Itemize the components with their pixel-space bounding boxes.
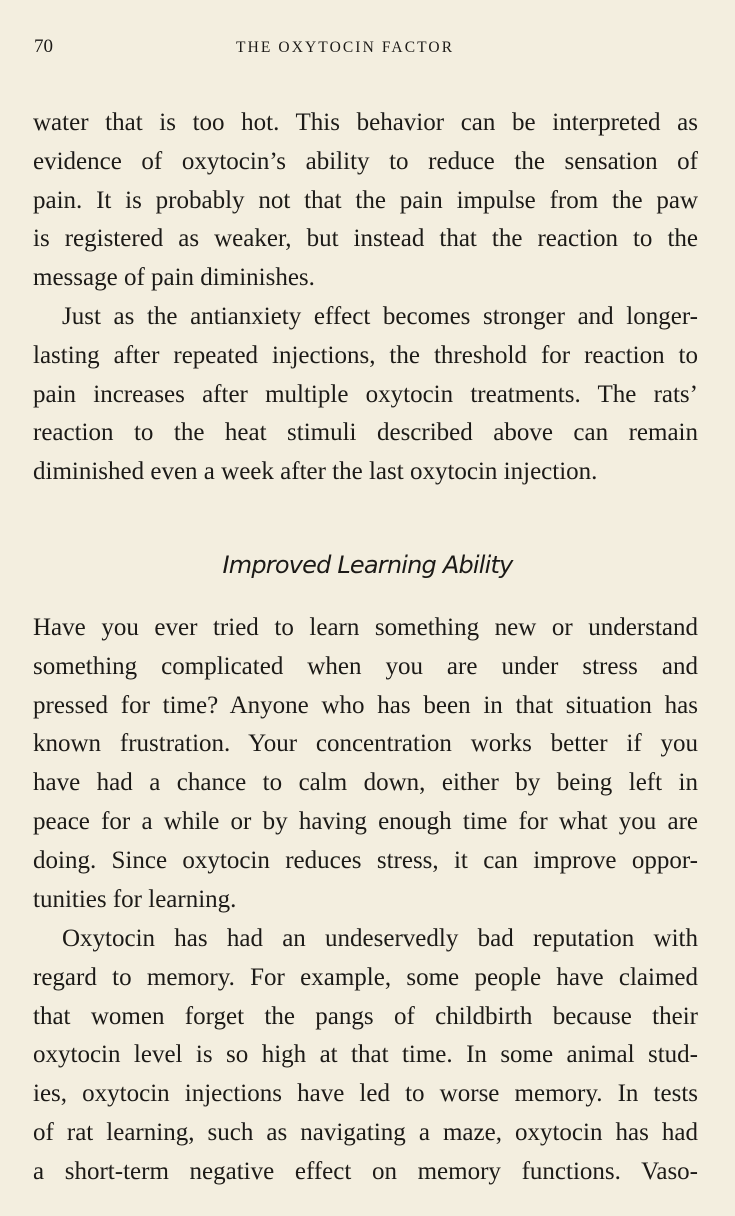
text-line: regard to memory. For example, some people have claimed [33, 963, 698, 991]
text-line: is registered as weaker, but instead that the reaction to the [33, 225, 698, 253]
text-line: lasting after repeated injections, the threshold for reaction to [33, 341, 698, 369]
text-line: have had a chance to calm down, either by being left in [33, 769, 698, 797]
text-line: Have you ever tried to learn something new or understand [33, 614, 698, 641]
paragraph [33, 298, 698, 492]
text-line: evidence of oxytocin’s ability to reduce the sensation of [33, 147, 698, 175]
text-line: water that is too hot. This behavior can be interpreted as [33, 109, 698, 136]
text-line: Oxytocin has had an undeservedly bad reputation with [62, 925, 698, 952]
paragraph [33, 104, 698, 298]
text-line: of rat learning, such as navigating a maze, oxytocin has had [33, 1118, 698, 1146]
text-line: pain. It is probably not that the pain impulse from the paw [33, 186, 698, 214]
text-line: message of pain diminishes. [33, 264, 315, 292]
running-head: THE OXYTOCIN FACTOR [236, 39, 455, 56]
text-line: peace for a while or by having enough time for what you are [33, 807, 698, 835]
text-line: Just as the antianxiety effect becomes stronger and longer- [62, 303, 698, 330]
text-line: oxytocin level is so high at that time. In some animal stud- [33, 1041, 698, 1069]
page-number: 70 [34, 36, 53, 57]
text-line: known frustration. Your concentration works better if you [33, 730, 698, 758]
text-line: ies, oxytocin injections have led to worse memory. In tests [33, 1080, 698, 1108]
text-line: reaction to the heat stimuli described above can remain [33, 419, 698, 447]
text-line: diminished even a week after the last oxytocin injection. [33, 458, 598, 486]
text-line: a short-term negative effect on memory functions. Vaso- [33, 1157, 698, 1185]
section-heading: Improved Learning Ability [222, 551, 513, 579]
text-line: something complicated when you are under stress and [33, 652, 698, 680]
text-line: that women forget the pangs of childbirth because their [33, 1002, 698, 1030]
text-line: pain increases after multiple oxytocin treatments. The rats’ [33, 380, 698, 408]
text-line: pressed for time? Anyone who has been in that situation has [33, 691, 698, 719]
text-line: tunities for learning. [33, 885, 237, 913]
paragraph [33, 920, 698, 1192]
text-line: doing. Since oxytocin reduces stress, it can improve oppor- [33, 846, 698, 874]
paragraph [33, 609, 698, 919]
